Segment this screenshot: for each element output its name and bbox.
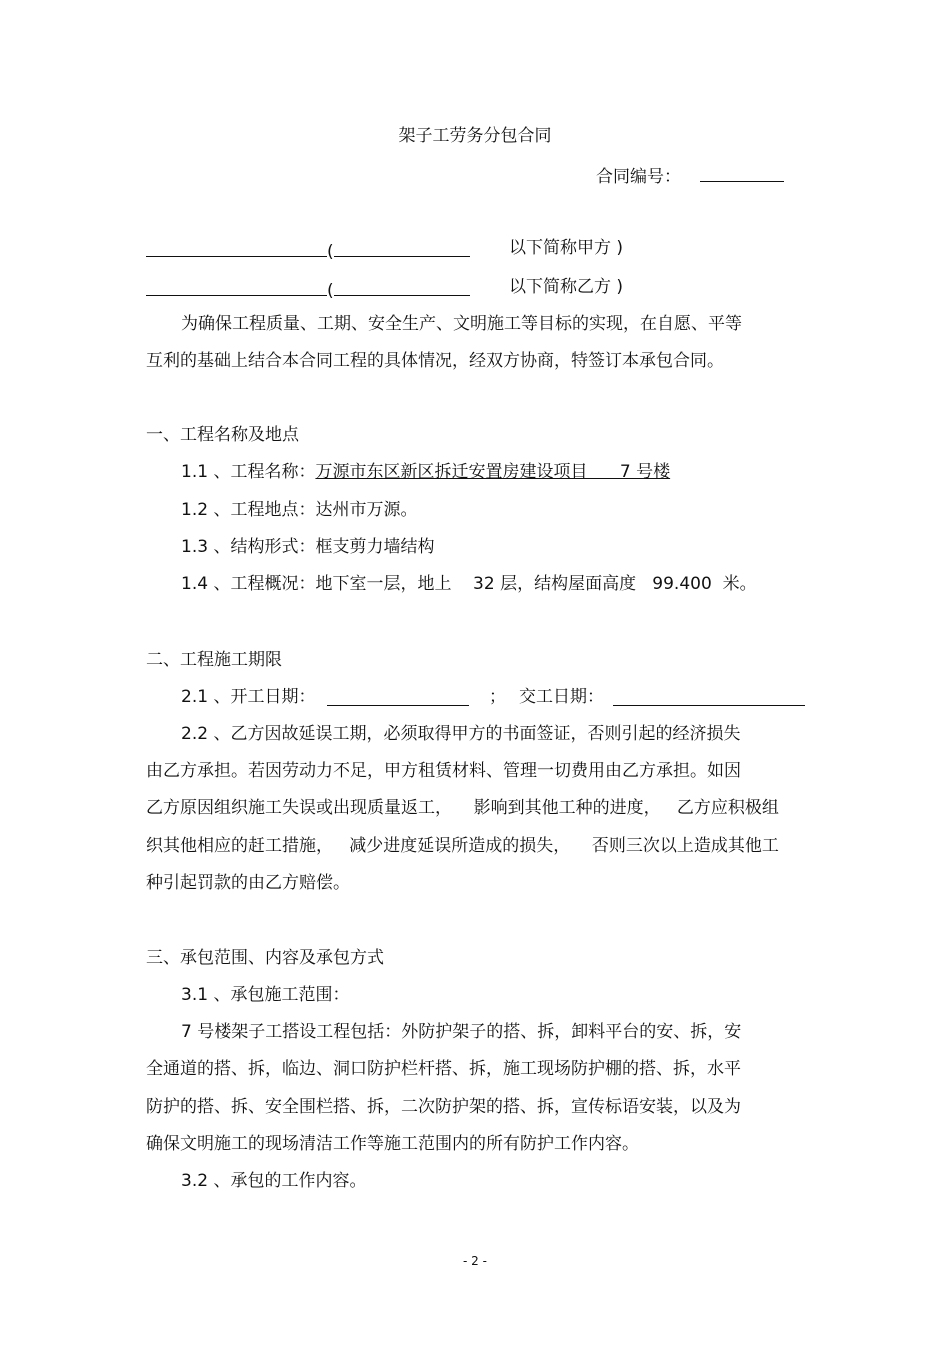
- party-a-extra-blank: [334, 240, 470, 257]
- party-a-paren: (: [327, 242, 334, 262]
- section-1-heading: 一、工程名称及地点: [146, 425, 299, 445]
- item-2-1-start-label: 2.1 、开工日期：: [181, 687, 316, 707]
- section-3-para-line-4: 确保文明施工的现场清洁工作等施工范围内的所有防护工作内容。: [146, 1134, 639, 1154]
- contract-number-line: [596, 165, 784, 186]
- item-1-2: 1.2 、工程地点：达州市万源。: [181, 500, 418, 520]
- start-date-blank: [327, 689, 469, 710]
- item-3-1: 3.1 、承包施工范围：: [181, 985, 350, 1005]
- intro-line-2: 互利的基础上结合本合同工程的具体情况，经双方协商，特签订本承包合同。: [146, 351, 724, 371]
- party-b-suffix: 以下简称乙方 ): [509, 277, 624, 297]
- party-b-extra-blank: [334, 279, 470, 296]
- end-date-label: 交工日期：: [519, 687, 604, 707]
- item-1-1-label: 1.1 、工程名称：: [181, 462, 316, 482]
- project-name: 万源市东区新区拆迁安置房建设项目 7 号楼: [315, 462, 671, 482]
- section-2-para-line-3: 乙方原因组织施工失误或出现质量返工， 影响到其他工种的进度， 乙方应积极组: [146, 798, 779, 818]
- section-2-heading: 二、工程施工期限: [146, 650, 282, 670]
- item-1-1: [181, 464, 670, 481]
- party-b-paren: (: [327, 281, 334, 301]
- section-2-para-line-1: 2.2 、乙方因故延误工期，必须取得甲方的书面签证，否则引起的经济损失: [181, 724, 741, 744]
- section-2-para-line-5: 种引起罚款的由乙方赔偿。: [146, 873, 350, 893]
- document-title: 架子工劳务分包合同: [398, 126, 552, 146]
- party-a-suffix: 以下简称甲方 ): [509, 238, 624, 258]
- item-1-4: 1.4 、工程概况：地下室一层，地上 32 层，结构屋面高度 99.400 米。: [181, 574, 757, 594]
- item-1-3: 1.3 、结构形式：框支剪力墙结构: [181, 537, 435, 557]
- party-b-line: [146, 279, 470, 300]
- section-2-para-line-2: 由乙方承担。若因劳动力不足，甲方租赁材料、管理一切费用由乙方承担。如因: [146, 761, 741, 781]
- contract-number-blank: [700, 165, 784, 182]
- section-3-para-line-1: 7 号楼架子工搭设工程包括：外防护架子的搭、拆，卸料平台的安、拆，安: [181, 1022, 742, 1042]
- party-b-name-blank: [146, 279, 327, 296]
- party-a-name-blank: [146, 240, 327, 257]
- section-2-para-line-4: 织其他相应的赶工措施， 减少进度延误所造成的损失， 否则三次以上造成其他工: [146, 836, 779, 856]
- section-3-heading: 三、承包范围、内容及承包方式: [146, 948, 384, 968]
- party-a-line: [146, 240, 470, 261]
- contract-number-label: 合同编号：: [596, 167, 681, 187]
- date-separator: ；: [489, 687, 506, 707]
- section-3-para-line-3: 防护的搭、拆、安全围栏搭、拆，二次防护架的搭、拆，宣传标语安装，以及为: [146, 1097, 741, 1117]
- intro-line-1: 为确保工程质量、工期、安全生产、文明施工等目标的实现，在自愿、平等: [181, 314, 742, 334]
- end-date-blank: [613, 689, 805, 710]
- item-3-2: 3.2 、承包的工作内容。: [181, 1171, 367, 1191]
- page-number: - 2 -: [463, 1254, 487, 1268]
- section-3-para-line-2: 全通道的搭、拆，临边、洞口防护栏杆搭、拆，施工现场防护棚的搭、拆，水平: [146, 1059, 741, 1079]
